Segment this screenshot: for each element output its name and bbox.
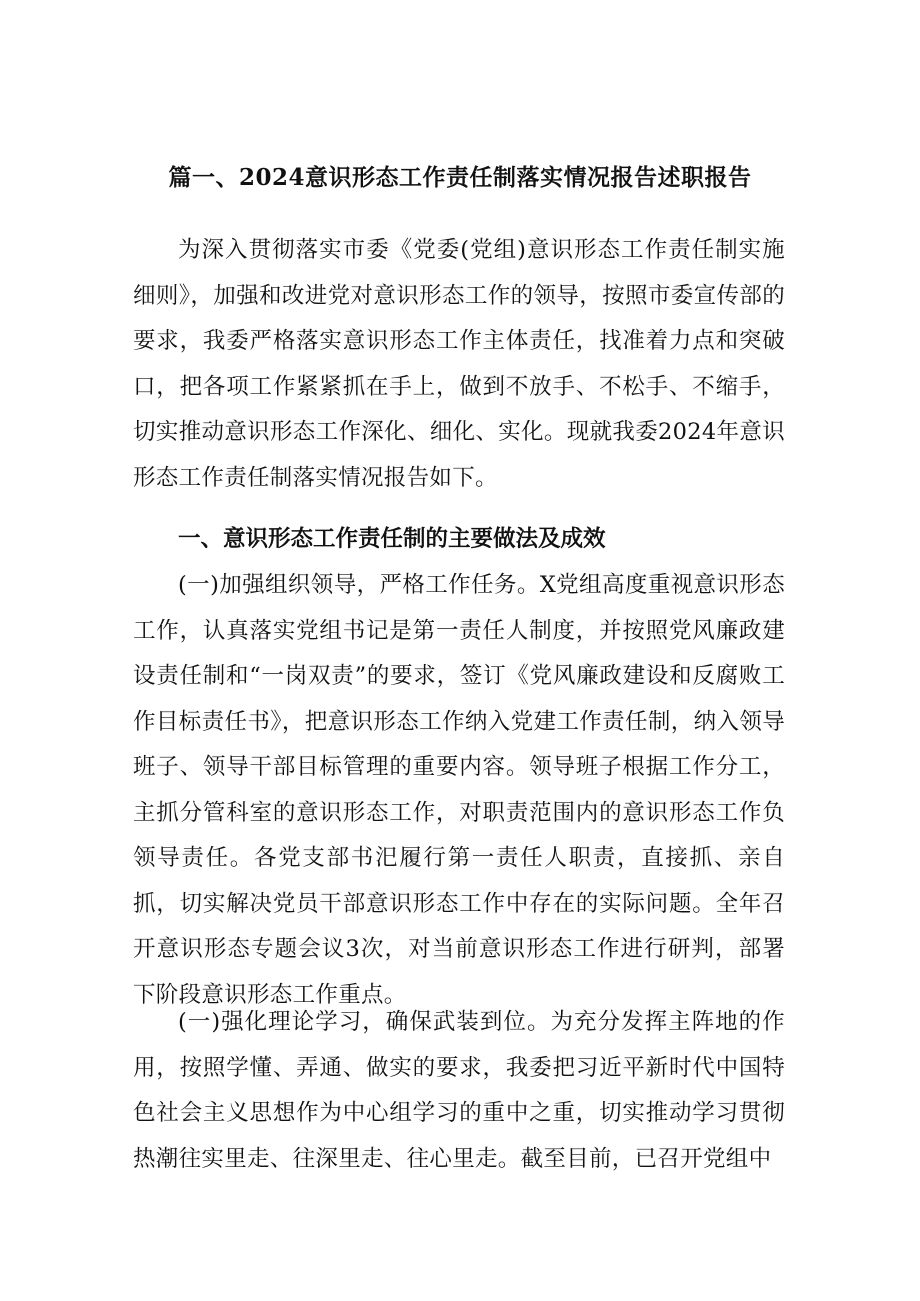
intro-paragraph: 为深入贯彻落实市委《党委(党组)意识形态工作责任制实施细则》，加强和改进党对意识形态工作的领导，按照市委宣传部的要求，我委严格落实意识形态工作主体责任，找准着力点和突破口，把各项工作紧紧抓在手上，做到不放手、不松手、不缩手，切实推动意识形态工作深化、细化、实化。现就我委2024年意识形态工作责任制落实情况报告如下。 bbox=[133, 237, 785, 491]
document-title: 篇一、2024意识形态工作责任制落实情况报告述职报告 bbox=[168, 164, 752, 191]
section-paragraph-1: (一)加强组织领导，严格工作任务。X党组高度重视意识形态工作，认真落实党组书记是第一责任人制度，并按照党风廉政建设责任制和“一岗双责”的要求，签订《党风廉政建设和反腐败工作目标责任书》，把意识形态工作纳入党建工作责任制，纳入领导班子、领导干部目标管理的重要内容。领导班子根据工作分工，主抓分管科室的意识形态工作，对职责范围内的意识形态工作负领导责任。各党支部书汜履行第一责任人职责，直接抓、亲自抓，切实解决党员干部意识形态工作中存在的实际问题。全年召开意识形态专题会议3次，对当前意识形态工作进行研判，部署下阶段意识形态工作重点。 bbox=[133, 572, 785, 1008]
section-paragraph-2: (一)强化理论学习，确保武装到位。为充分发挥主阵地的作用，按照学懂、弄通、做实的要求，我委把习近平新时代中国特色社会主义思想作为中心组学习的重中之重，切实推动学习贯彻热潮往实里走、往深里走、往心里走。截至目前，已召开党组中 bbox=[133, 1009, 785, 1172]
section-heading: 一、意识形态工作责任制的主要做法及成效 bbox=[178, 526, 606, 552]
